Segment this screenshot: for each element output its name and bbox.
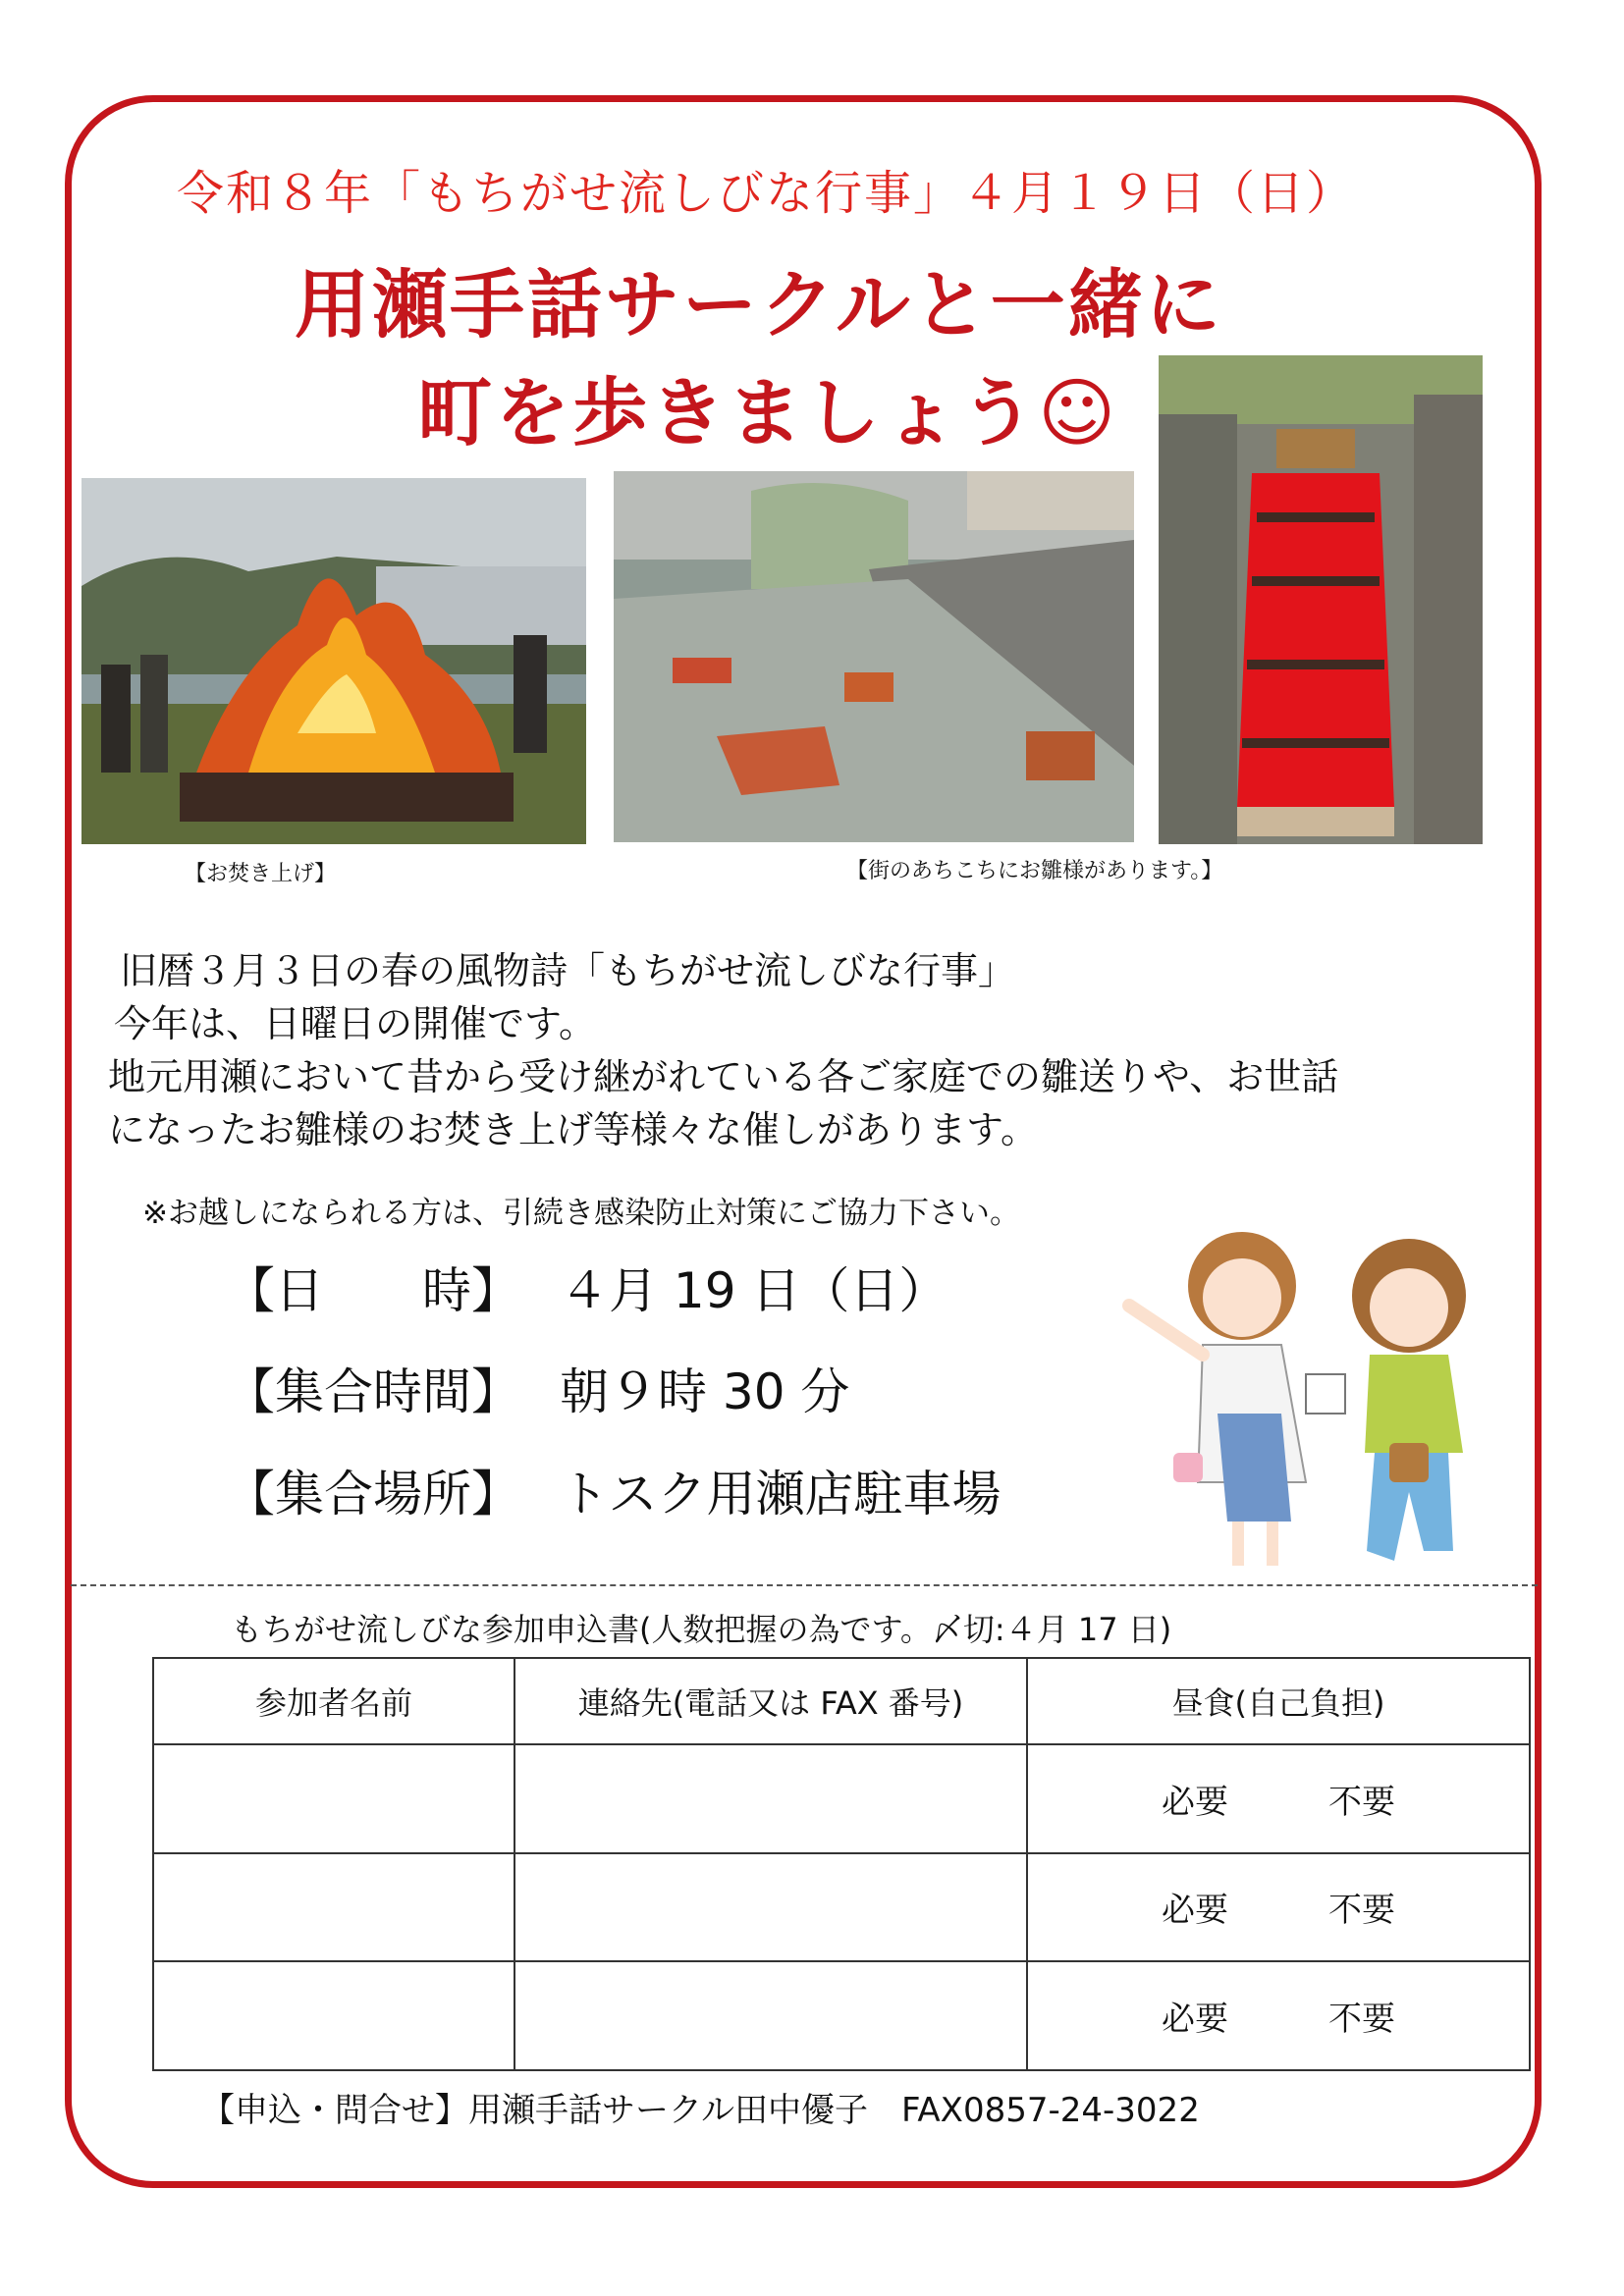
doll-stairs-photo xyxy=(1159,355,1483,844)
lunch-no-need-option[interactable]: 不要 xyxy=(1328,1782,1395,1822)
detail-date-label: 【日 時】 xyxy=(226,1262,520,1319)
participant-name-field[interactable] xyxy=(153,1961,514,2070)
table-row xyxy=(153,1853,1530,1962)
application-form-title: もちがせ流しびな参加申込書(人数把握の為です。〆切:４月 17 日) xyxy=(231,1611,1172,1648)
detail-place-value: トスク用瀬店駐車場 xyxy=(560,1466,1001,1522)
detail-time-label: 【集合時間】 xyxy=(226,1363,520,1420)
intro-paragraph xyxy=(108,944,1338,1156)
infection-prevention-note: ※お越しになられる方は、引続き感染防止対策にご協力下さい。 xyxy=(142,1196,1020,1231)
contact-footer: 【申込・問合せ】用瀬手話サークル田中優子 FAX0857-24-3022 xyxy=(201,2091,1200,2130)
lunch-choice[interactable] xyxy=(1027,1853,1530,1962)
application-form-table xyxy=(152,1657,1531,2071)
table-header-row xyxy=(153,1658,1530,1744)
lunch-need-option[interactable]: 必要 xyxy=(1162,1891,1228,1931)
intro-line-2: 今年は、日曜日の開催です。 xyxy=(114,1002,596,1045)
header-contact: 連絡先(電話又は FAX 番号) xyxy=(514,1658,1027,1744)
participant-name-field[interactable] xyxy=(153,1744,514,1853)
header-lunch: 昼食(自己負担) xyxy=(1027,1658,1530,1744)
contact-field[interactable] xyxy=(514,1744,1027,1853)
intro-line-1: 旧暦３月３日の春の風物詩「もちがせ流しびな行事」 xyxy=(120,949,1016,992)
header-participant-name: 参加者名前 xyxy=(153,1658,514,1744)
contact-field[interactable] xyxy=(514,1961,1027,2070)
contact-field[interactable] xyxy=(514,1853,1027,1962)
detail-place-label: 【集合場所】 xyxy=(226,1466,520,1522)
lunch-choice[interactable] xyxy=(1027,1744,1530,1853)
lunch-need-option[interactable]: 必要 xyxy=(1162,2000,1228,2040)
dolls-caption: 【街のあちこちにお雛様があります。】 xyxy=(846,859,1223,883)
river-boats-photo xyxy=(614,471,1134,842)
lunch-choice[interactable] xyxy=(1027,1961,1530,2070)
cut-line-divider xyxy=(71,1584,1538,1586)
lunch-no-need-option[interactable]: 不要 xyxy=(1328,1891,1395,1931)
table-row xyxy=(153,1744,1530,1853)
headline-line-1: 用瀬手話サークルと一緒に xyxy=(295,261,1223,348)
participant-name-field[interactable] xyxy=(153,1853,514,1962)
intro-line-3: 地元用瀬において昔から受け継がれている各ご家庭での雛送りや、お世話 xyxy=(108,1055,1339,1098)
detail-date-value: ４月 19 日（日） xyxy=(560,1262,948,1319)
walking-women-illustration xyxy=(1110,1227,1522,1580)
event-date-line: 令和８年「もちがせ流しびな行事」４月１９日（日） xyxy=(177,166,1356,221)
detail-meeting-place xyxy=(226,1455,1001,1525)
table-row xyxy=(153,1961,1530,2070)
detail-meeting-time xyxy=(226,1353,849,1423)
headline-line-2: 町を歩きましょう☺ xyxy=(417,369,1119,456)
bonfire-caption: 【お焚き上げ】 xyxy=(185,862,337,886)
detail-date xyxy=(226,1252,947,1322)
detail-time-value: 朝９時 30 分 xyxy=(560,1363,850,1420)
bonfire-photo xyxy=(81,478,586,844)
lunch-need-option[interactable]: 必要 xyxy=(1162,1782,1228,1822)
lunch-no-need-option[interactable]: 不要 xyxy=(1328,2000,1395,2040)
intro-line-4: になったお雛様のお焚き上げ等様々な催しがあります。 xyxy=(108,1108,1038,1151)
